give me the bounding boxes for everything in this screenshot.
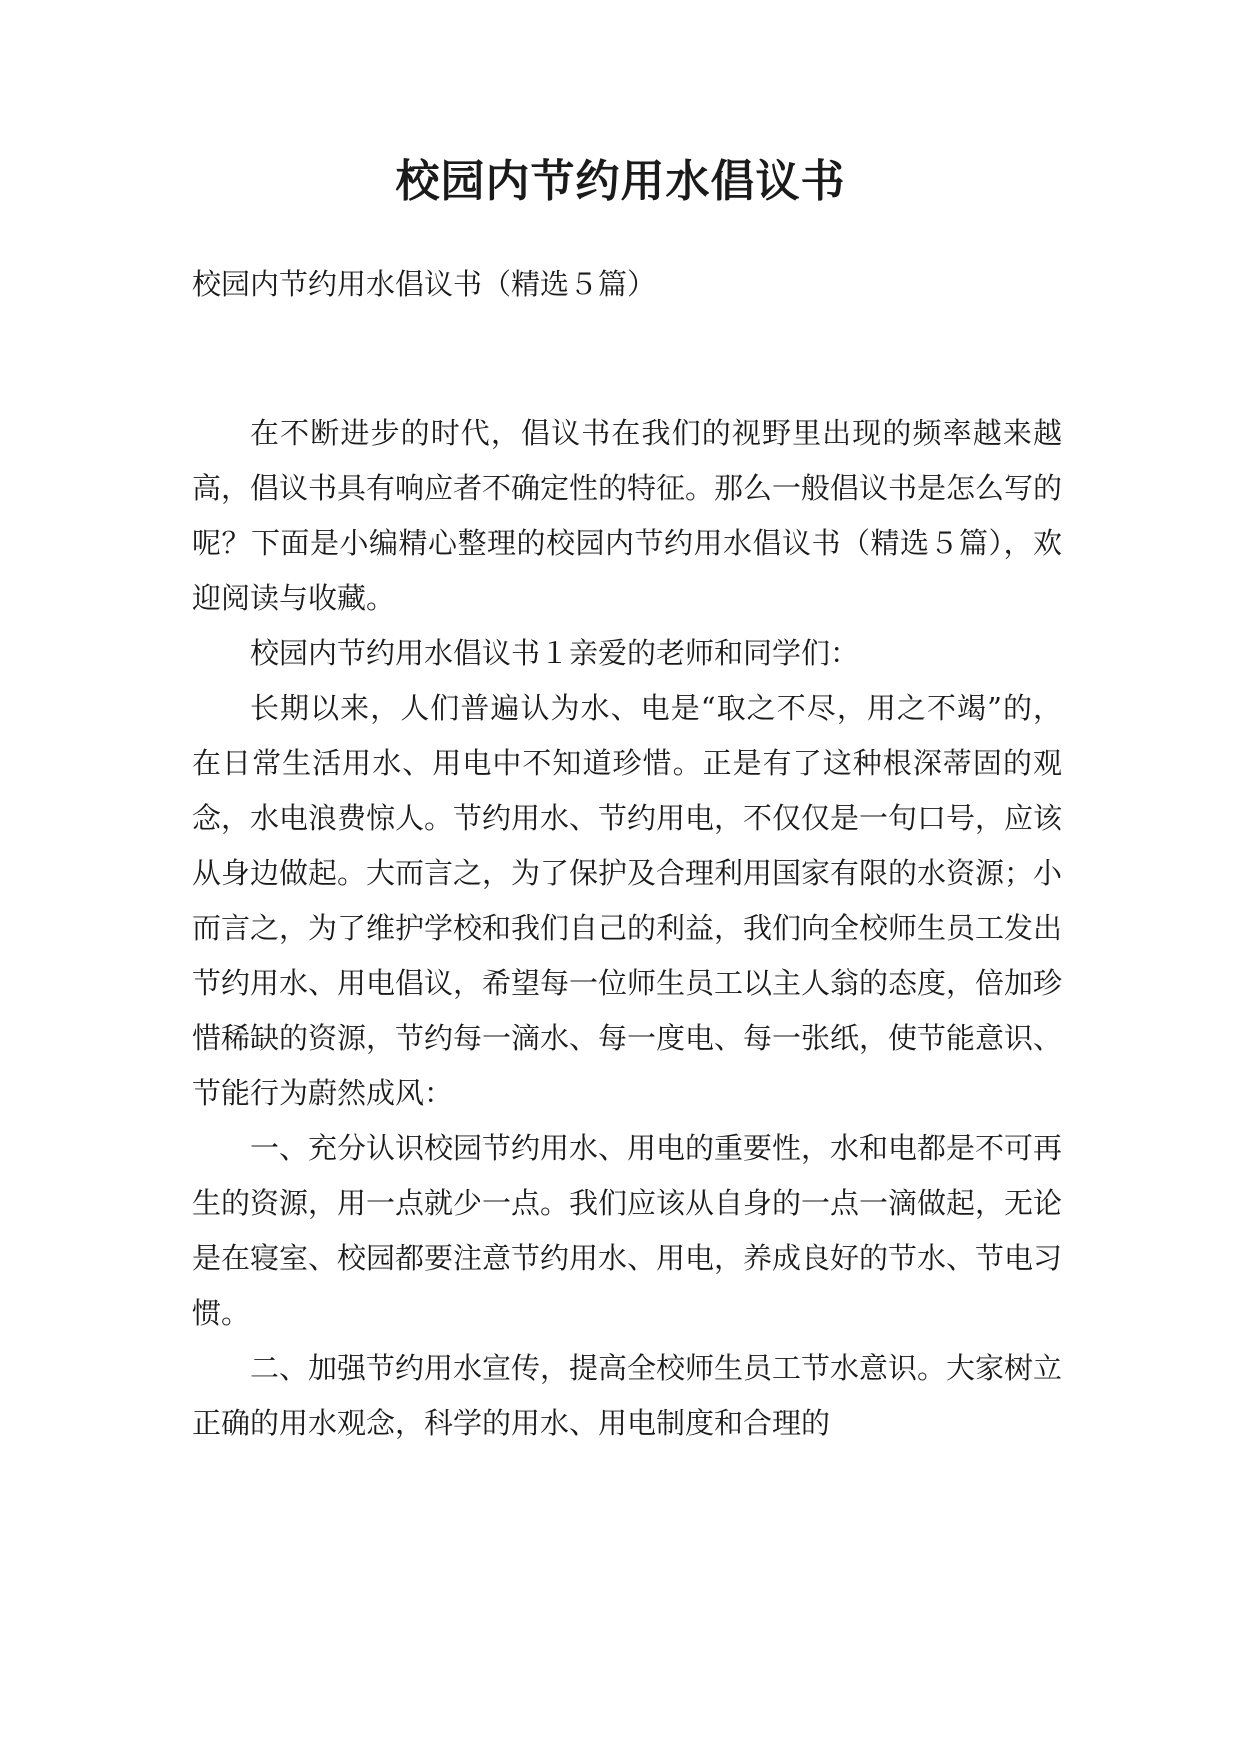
paragraph-point-one: 一、充分认识校园节约用水、用电的重要性，水和电都是不可再生的资源，用一点就少一点。我们应该从自身的一点一滴做起，无论是在寝室、校园都要注意节约用水、用电，养成良好的节水、节电习惯。 [192, 1131, 1063, 1330]
document-body [192, 406, 1062, 1451]
paragraph-main: 长期以来，人们普遍认为水、电是“取之不尽，用之不竭”的，在日常生活用水、用电中不知道珍惜。正是有了这种根深蒂固的观念，水电浪费惊人。节约用水、节约用电，不仅仅是一句口号，应该从身边做起。大而言之，为了保护及合理利用国家有限的水资源；小而言之，为了维护学校和我们自己的利益，我们向全校师生员工发出节约用水、用电倡议，希望每一位师生员工以主人翁的态度，倍加珍惜稀缺的资源，节约每一滴水、每一度电、每一张纸，使节能意识、节能行为蔚然成风： [192, 691, 1063, 1110]
document-subtitle: 校园内节约用水倡议书（精选５篇） [192, 267, 657, 301]
document-title: 校园内节约用水倡议书 [395, 156, 846, 207]
paragraph-intro: 在不断进步的时代，倡议书在我们的视野里出现的频率越来越高，倡议书具有响应者不确定性的特征。那么一般倡议书是怎么写的呢？下面是小编精心整理的校园内节约用水倡议书（精选５篇），欢迎阅读与收藏。 [192, 416, 1063, 615]
paragraph-point-two: 二、加强节约用水宣传，提高全校师生员工节水意识。大家树立正确的用水观念，科学的用水、用电制度和合理的 [192, 1351, 1063, 1440]
paragraph-greeting: 校园内节约用水倡议书１亲爱的老师和同学们： [250, 636, 860, 670]
